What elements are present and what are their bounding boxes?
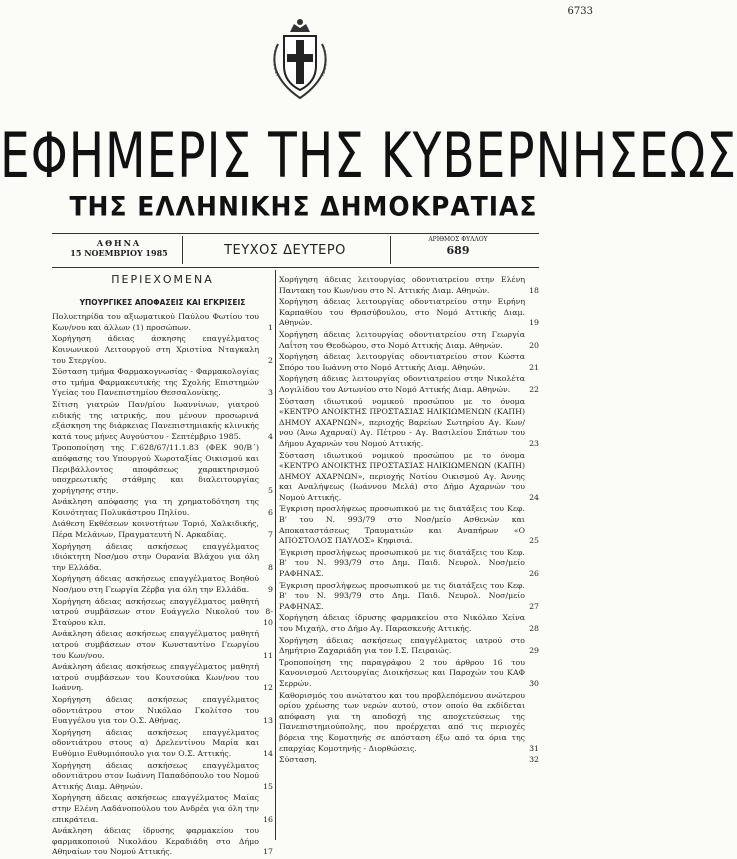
toc-entry-text: Χορήγηση άδειας ασκήσεως επαγγέλματος ιατρού στο Δημήτριο Ζαχαριάδη για τον Ι.Σ. Πειραιώς. bbox=[279, 635, 525, 656]
header-rule-bottom bbox=[52, 267, 539, 268]
toc-entry-page: 11 bbox=[263, 650, 273, 660]
toc-entry-text: Χορήγηση άδειας ασκήσεως επαγγέλματος ιδιόκτητη Νοσ/μου στην Ουρανία Βλάχου για όλη την Ελλάδα. bbox=[52, 541, 259, 572]
sheet-number-box bbox=[398, 236, 518, 257]
toc-entry-page: 20 bbox=[529, 340, 539, 350]
coat-of-arms-emblem bbox=[268, 16, 332, 104]
toc-entry-page: 4 bbox=[268, 431, 273, 441]
toc-entry-page: 27 bbox=[529, 601, 539, 611]
toc-entry bbox=[279, 451, 539, 504]
toc-entry-page: 31 bbox=[529, 743, 539, 753]
toc-entry-page: 2 bbox=[268, 355, 273, 365]
toc-entry-page: 25 bbox=[529, 536, 539, 546]
toc-entry-text: Χορήγηση άδειας ασκήσεως επαγγέλματος Μαίας στην Ελένη Λαδάνοπούλου του Ανδρέα για όλη την επικράτεια. bbox=[52, 793, 259, 824]
toc-entry-text: Σύσταση ιδιωτικού νομικού προσώπου με το όνομα «ΚΕΝΤΡΟ ΑΝΟΙΚΤΗΣ ΠΡΟΣΤΑΣΙΑΣ ΗΛΙΚΙΩΜΕΝΩΝ (ΚΑΠΗ) ΔΗΜΟΥ ΑΧΑΡΝΩΝ», περιοχής Νοτίου Οικισμού Αγ. Άννης και Αναλήψεως (Ιωάννου Μελά) στο Δήμο Αχαρνών του Νομού Αττικής. bbox=[279, 450, 525, 502]
toc-entry bbox=[52, 367, 273, 399]
toc-entry-text: Ανάκληση απόφασης για τη χρηματοδότηση της Κοινότητας Πολυκάστρου Πηλίου. bbox=[52, 497, 259, 517]
toc-entry bbox=[52, 793, 273, 825]
toc-entry-text: Τροποποίηση της Γ.628/67/11.1.83 (ΦΕΚ 90/Β΄) απόφασης του Υπουργού Χωροταξίας Οικισμού και Περιβάλλοντος αποφάσεως χαρακτηρισμού υποχρεωτικής στάθμης και διαλειτουργίας χορήγησης στην. bbox=[52, 443, 259, 495]
toc-entry-text: Χορήγηση άδειας άσκησης επαγγέλματος Κοινωνικού Λειτουργού στη Χριστίνα Νταγκαλη του Στεργίου. bbox=[52, 334, 259, 365]
sheet-label: ΑΡΙΘΜΟΣ ΦΥΛΛΟΥ bbox=[428, 236, 488, 243]
toc-entry-page: 22 bbox=[529, 384, 539, 394]
toc-entry bbox=[52, 629, 273, 661]
toc-entry bbox=[52, 695, 273, 727]
toc-column-right bbox=[279, 275, 539, 767]
toc-entry-page: 28 bbox=[529, 624, 539, 633]
toc-entry-page: 26 bbox=[529, 569, 539, 579]
toc-entry-text: Χορήγηση άδειας λειτουργίας οδοντιατρείου στη Γεωργία Λαΐτση του Θεοδώρου, στο Νομό Αττικής Διαμ. Αθηνών. bbox=[279, 329, 525, 350]
toc-entry bbox=[52, 334, 273, 366]
masthead-subtitle: ΤΗΣ ΕΛΛΗΝΙΚΗΣ ΔΗΜΟΚΡΑΤΙΑΣ bbox=[69, 190, 538, 223]
toc-entry-page: 21 bbox=[529, 362, 539, 372]
toc-entry-text: Τροποποίηση της παραγράφου 2 του άρθρου 16 του Κανονισμού Λειτουργίας Διοικήσεως και Παροχών του ΚΑΦ Σερρών. bbox=[279, 657, 525, 688]
toc-entry-page: 17 bbox=[263, 847, 273, 857]
toc-entry bbox=[52, 597, 273, 629]
toc-entry-text: Έγκριση προσλήψεως προσωπικού με τις διατάξεις του Κεφ. Β' του Ν. 993/79 στο Νοσ/μείο Ασθενών και Αποκαταστάσεως Τραυματιών και Αναπήρων «Ο ΑΠΟΣΤΟΛΟΣ ΠΑΥΛΟΣ» Κηφισιά. bbox=[279, 504, 525, 546]
page-number: 6733 bbox=[567, 6, 593, 17]
toc-entry-page: 8-10 bbox=[263, 607, 273, 627]
toc-entry-page: 29 bbox=[529, 646, 539, 656]
toc-entry-text: Σύσταση. bbox=[279, 755, 317, 765]
toc-entry-text: Χορήγηση άδειας λειτουργίας οδοντιατρείου στον Κώστα Σπόρο του Ιωάννη στο Νομό Αττικής Διαμ. Αθηνών. bbox=[279, 352, 525, 372]
toc-entry bbox=[279, 613, 539, 634]
toc-entry-page: 7 bbox=[268, 530, 273, 540]
toc-entry-text: Έγκριση προσλήψεως προσωπικού με τις διατάξεις του Κεφ. Β' του Ν. 993/79 στο Δημ. Παιδ. Νευρολ. Νοσ/μείο ΡΑΦΗΝΑΣ. bbox=[279, 580, 525, 611]
toc-entry bbox=[279, 297, 539, 329]
toc-entry-page: 12 bbox=[263, 683, 273, 693]
toc-entry-text: Χορήγηση άδειας ασκήσεως επαγγέλματος οδοντιάτρου στον Ιωάννη Παπαδόπουλο του Νομού Αττικής Διαμ. Αθηνών. bbox=[52, 760, 259, 791]
header-rule-top bbox=[52, 233, 539, 234]
toc-subtitle: ΥΠΟΥΡΓΙΚΕΣ ΑΠΟΦΑΣΕΙΣ ΚΑΙ ΕΓΚΡΙΣΕΙΣ bbox=[79, 297, 246, 307]
toc-entry-page: 30 bbox=[529, 678, 539, 688]
toc-entry-text: Χορήγηση άδειας ασκήσεως επαγγέλματος Βοηθού Νοσ/μου στη Γεωργία Ζέρβα για όλη την Ελλάδα. bbox=[52, 574, 259, 595]
toc-entry-page: 6 bbox=[268, 507, 273, 517]
toc-entry bbox=[279, 755, 539, 766]
toc-entry-page: 3 bbox=[268, 388, 273, 398]
toc-entry-text: Σίτιση γιατρών Παν/μίου Ιωαννίνων, γιατρού ειδικής της ιατρικής, που μένουν προσωρινά εξάσκηση της διάρκειας Πανεπιστημιακής κλινικής κατά τους μήνες Αυγούστου - Σεπτέμβριο 1985. bbox=[52, 399, 259, 441]
header-divider-right bbox=[390, 236, 391, 264]
toc-entry bbox=[279, 275, 539, 296]
toc-entry-page: 9 bbox=[268, 585, 273, 595]
issue-place-date bbox=[64, 238, 174, 258]
toc-entry bbox=[279, 636, 539, 657]
toc-entry-page: 1 bbox=[268, 322, 273, 332]
toc-entry bbox=[52, 662, 273, 694]
masthead-title: ΕΦΗΜΕΡΙΣ ΤΗΣ ΚΥΒΕΡΝΗΣΕΩΣ bbox=[0, 120, 737, 193]
toc-entry bbox=[279, 548, 539, 580]
toc-entry bbox=[52, 497, 273, 518]
toc-entry-page: 8 bbox=[268, 562, 273, 572]
column-divider bbox=[275, 270, 276, 840]
toc-entry-text: Έγκριση προσλήψεως προσωπικού με τις διατάξεις του Κεφ. Β' του Ν. 993/79 στο Δημ. Παιδ. Νευρολ. Νοσ/μείο ΡΑΦΗΝΑΣ. bbox=[279, 547, 525, 579]
toc-entry-text: Διάθεση Εκθέσεων κοινοτήτων Τοριό, Χαλκιδικής, Πέρα Μελάνων, Πραγματευτή Ν. Αρκαδίας. bbox=[52, 519, 259, 540]
issue-date: 15 ΝΟΕΜΒΡΙΟΥ 1985 bbox=[70, 248, 168, 258]
toc-entry bbox=[279, 352, 539, 373]
toc-entry bbox=[52, 728, 273, 760]
toc-entry-page: 24 bbox=[529, 492, 539, 502]
toc-entry-page: 32 bbox=[529, 755, 539, 765]
toc-entry bbox=[279, 330, 539, 351]
toc-entry bbox=[52, 761, 273, 793]
toc-entry-text: Σύσταση τμήμα Φαρμακογνωσίας - Φαρμακολογίας στο τμήμα Φαρμακευτικής της Σχολής Επιστημών Υγείας του Πανεπιστημίου Θεσσαλονίκης. bbox=[52, 367, 259, 398]
toc-entry bbox=[52, 519, 273, 540]
toc-entry bbox=[52, 443, 273, 496]
toc-entry-page: 5 bbox=[268, 485, 273, 495]
header-divider-left bbox=[182, 236, 183, 264]
toc-entry-text: Ανάκληση άδειας ίδρυσης φαρμακείου του φαρμακοποιού Νικολάου Κεραδιάδη στο Δήμο Αθηναίων του Νομού Αττικής. bbox=[52, 826, 259, 857]
toc-entry bbox=[52, 826, 273, 858]
toc-entry bbox=[52, 542, 273, 574]
toc-entry bbox=[279, 658, 539, 690]
toc-column-left bbox=[52, 275, 273, 859]
toc-entry-text: Χορήγηση άδειας λειτουργίας οδοντιατρείου στην Νικολέτα Λογιλίδου του Αντωνίου στο Νομό Αττικής Διαμ. Αθηνών. bbox=[279, 374, 525, 394]
toc-entry-page: 16 bbox=[263, 814, 273, 824]
toc-entry bbox=[279, 504, 539, 546]
toc-entry-text: Ανάκληση άδειας ασκήσεως επαγγέλματος μαθητή ιατρού συμβάσεων του Κουτσούκα Κων/νου του Ιωάννη. bbox=[52, 662, 259, 693]
toc-entry-text: Χορήγηση άδειας ασκήσεως επαγγέλματος μαθητή ιατρού συμβάσεων στον Ευάγγελο Νικολού του Σταύρου κλπ. bbox=[52, 596, 259, 627]
toc-entry-page: 13 bbox=[263, 716, 273, 726]
toc-entry-text: Χορήγηση άδειας ασκήσεως επαγγέλματος οδοντιάτρου στους α) Δρελεντίνου Μαρία και Ευθύμιο Ευθυμιόπουλο για τον Ο.Σ. Αττικής. bbox=[52, 727, 259, 758]
toc-entry bbox=[52, 312, 273, 333]
toc-entry bbox=[52, 574, 273, 595]
toc-entry bbox=[52, 400, 273, 442]
toc-entry-page: 23 bbox=[529, 438, 539, 448]
toc-entries-right bbox=[279, 275, 539, 766]
toc-entry-text: Χορήγηση άδειας ασκήσεως επαγγέλματος οδοντιάτρου στον Νικόλαο Γκολίτσο του Ευαγγέλου για τον Ο.Σ. Αθήνας. bbox=[52, 694, 259, 726]
toc-entry bbox=[279, 581, 539, 613]
toc-entries-left bbox=[52, 312, 273, 858]
toc-entry-text: Χορήγηση άδειας λειτουργίας οδοντιατρείου στην Ελένη Παντακη του Κων/νου στο Ν. Αττικής Διαμ. Αθηνών. bbox=[279, 275, 525, 295]
toc-title: ΠΕΡΙΕΧΟΜΕΝΑ bbox=[111, 273, 214, 286]
toc-entry-text: Χορήγηση άδειας ίδρυσης φαρμακείου στο Νικόλαο Χείνα του Μιχαήλ, στο Δήμο Αγ. Παρασκευής Αττικής. bbox=[279, 613, 525, 633]
toc-entry-text: Σύσταση ιδιωτικού νομικού προσώπου με το όνομα «ΚΕΝΤΡΟ ΑΝΟΙΚΤΗΣ ΠΡΟΣΤΑΣΙΑΣ ΗΛΙΚΙΩΜΕΝΩΝ (ΚΑΠΗ) ΔΗΜΟΥ ΑΧΑΡΝΩΝ», περιοχής Βαρείων Σωτηρίου Αγ. Κων/νου (Άνω Αχαρναί) Αγ. Πέτρου - Αγ. Βασιλείου Σπάτων του Δήμου Αχαρνών του Νομού Αττικής. bbox=[279, 396, 525, 448]
toc-entry-page: 18 bbox=[529, 285, 539, 295]
toc-entry-text: Χορήγηση άδειας λειτουργίας οδοντιατρείου στην Ειρήνη Καρπαθίου του Θρασύβουλου, στο Νομό Αττικής Διαμ. Αθηνών. bbox=[279, 297, 525, 328]
issue-city: ΑΘΗΝΑ bbox=[96, 238, 142, 248]
issue-series: ΤΕΥΧΟΣ ΔΕΥΤΕΡΟ bbox=[224, 243, 346, 258]
toc-entry-page: 14 bbox=[263, 748, 273, 758]
toc-entry-page: 19 bbox=[529, 318, 539, 328]
sheet-number: 689 bbox=[446, 244, 470, 257]
toc-entry-text: Πολυετηρίδα του αξιωματικού Παύλου Φωτίου του Κων/νου και άλλων (1) προσώπων. bbox=[52, 312, 259, 332]
toc-entry-text: Καθορισμός του ανώτατου και του προβλεπόμενου ανώτερου ορίου χρέωσης των νερών αυτού, στον οποίο θα εκδίδεται απόφαση για τη αποδοχή της αποχετεύσεως της Πανεπιστημιούπολης, που προέρχεται από τις περιοχές βόρεια της Κομοτηνής σε απόσταση έξω από τα όρια της επαρχίας Κομοτηνής - Διορθώσεις. bbox=[279, 690, 525, 753]
toc-entry-page: 15 bbox=[263, 781, 273, 791]
toc-entry bbox=[279, 691, 539, 755]
toc-entry bbox=[279, 397, 539, 450]
toc-entry-text: Ανάκληση άδειας ασκήσεως επαγγέλματος μαθητή ιατρού συμβάσεων στον Κωνσταντίνο Γεωργίου του Κων/νου. bbox=[52, 629, 259, 660]
toc-entry bbox=[279, 374, 539, 395]
